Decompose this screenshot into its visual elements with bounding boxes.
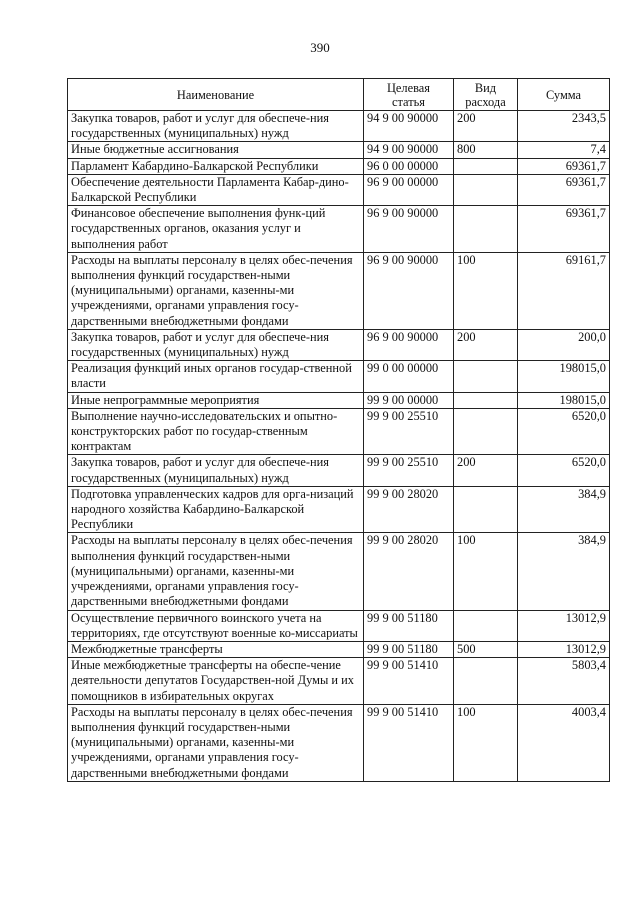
cell-sum: 198015,0 (518, 361, 610, 392)
cell-code: 99 9 00 51180 (364, 641, 454, 657)
cell-code: 99 9 00 51410 (364, 704, 454, 781)
table-body (68, 111, 610, 782)
cell-name: Осуществление первичного воинского учета на территориях, где отсутствуют военные ко-миссариаты (68, 610, 364, 641)
table-row (68, 329, 610, 360)
cell-sum: 4003,4 (518, 704, 610, 781)
cell-type (454, 658, 518, 705)
cell-sum: 7,4 (518, 142, 610, 158)
cell-sum: 384,9 (518, 486, 610, 533)
table-row (68, 455, 610, 486)
table-row (68, 533, 610, 610)
cell-name: Реализация функций иных органов государ-ственной власти (68, 361, 364, 392)
cell-sum: 69361,7 (518, 206, 610, 253)
cell-name: Закупка товаров, работ и услуг для обеспече-ния государственных (муниципальных) нужд (68, 455, 364, 486)
cell-name: Расходы на выплаты персоналу в целях обес-печения выполнения функций государствен-ными (муниципальными) органами, казенны-ми учреждениями, органами управления госу-дарственными внебюджетными фондами (68, 533, 364, 610)
cell-type (454, 392, 518, 408)
header-sum: Сумма (518, 79, 610, 111)
cell-name: Закупка товаров, работ и услуг для обеспече-ния государственных (муниципальных) нужд (68, 329, 364, 360)
cell-name: Иные непрограммные мероприятия (68, 392, 364, 408)
cell-type (454, 610, 518, 641)
table-row (68, 142, 610, 158)
table-row (68, 610, 610, 641)
cell-name: Финансовое обеспечение выполнения функ-ций государственных органов, оказания услуг и выполнения работ (68, 206, 364, 253)
cell-sum: 198015,0 (518, 392, 610, 408)
header-code-line1: Целевая (386, 80, 431, 95)
cell-code: 96 9 00 00000 (364, 174, 454, 205)
cell-sum: 13012,9 (518, 641, 610, 657)
header-code-line2: статья (391, 94, 425, 109)
cell-name: Расходы на выплаты персоналу в целях обес-печения выполнения функций государствен-ными (муниципальными) органами, казенны-ми учреждениями, органами управления госу-дарственными внебюджетными фондами (68, 704, 364, 781)
page-number: 390 (310, 40, 330, 55)
cell-type: 100 (454, 533, 518, 610)
header-type-line1: Вид (474, 80, 497, 95)
cell-sum: 384,9 (518, 533, 610, 610)
cell-type: 100 (454, 252, 518, 329)
budget-table (67, 78, 610, 782)
table-row (68, 361, 610, 392)
cell-sum: 5803,4 (518, 658, 610, 705)
cell-type: 100 (454, 704, 518, 781)
cell-sum: 200,0 (518, 329, 610, 360)
cell-name: Подготовка управленческих кадров для орга-низаций народного хозяйства Кабардино-Балкарской Республики (68, 486, 364, 533)
table-row (68, 111, 610, 142)
table-header (68, 79, 610, 111)
header-type-line2: расхода (465, 94, 506, 109)
cell-code: 99 9 00 00000 (364, 392, 454, 408)
cell-type (454, 361, 518, 392)
cell-name: Иные межбюджетные трансферты на обеспе-чение деятельности депутатов Государствен-ной Думы и их помощников в избирательных округах (68, 658, 364, 705)
header-code (364, 79, 454, 111)
cell-sum: 69361,7 (518, 158, 610, 174)
cell-name: Межбюджетные трансферты (68, 641, 364, 657)
cell-name: Выполнение научно-исследовательских и опытно-конструкторских работ по государ-ственным контрактам (68, 408, 364, 455)
cell-code: 94 9 00 90000 (364, 111, 454, 142)
cell-type: 200 (454, 329, 518, 360)
header-name: Наименование (68, 79, 364, 111)
cell-name: Парламент Кабардино-Балкарской Республики (68, 158, 364, 174)
cell-type (454, 408, 518, 455)
table-row (68, 392, 610, 408)
cell-type (454, 486, 518, 533)
cell-code: 96 0 00 00000 (364, 158, 454, 174)
table-row (68, 486, 610, 533)
cell-sum: 6520,0 (518, 408, 610, 455)
cell-name: Расходы на выплаты персоналу в целях обес-печения выполнения функций государствен-ными (муниципальными) органами, казенны-ми учреждениями, органами управления госу-дарственными внебюджетными фондами (68, 252, 364, 329)
cell-sum: 69361,7 (518, 174, 610, 205)
cell-type (454, 206, 518, 253)
cell-type (454, 158, 518, 174)
cell-code: 99 9 00 28020 (364, 486, 454, 533)
cell-sum: 13012,9 (518, 610, 610, 641)
cell-type: 200 (454, 455, 518, 486)
table-row (68, 174, 610, 205)
cell-name: Иные бюджетные ассигнования (68, 142, 364, 158)
table-row (68, 641, 610, 657)
cell-type (454, 174, 518, 205)
table-row (68, 704, 610, 781)
cell-code: 96 9 00 90000 (364, 252, 454, 329)
table-row (68, 158, 610, 174)
cell-code: 96 9 00 90000 (364, 206, 454, 253)
cell-code: 99 0 00 00000 (364, 361, 454, 392)
cell-type: 800 (454, 142, 518, 158)
cell-code: 99 9 00 25510 (364, 455, 454, 486)
table-row (68, 658, 610, 705)
table-row (68, 252, 610, 329)
table-row (68, 206, 610, 253)
cell-sum: 2343,5 (518, 111, 610, 142)
cell-name: Закупка товаров, работ и услуг для обеспече-ния государственных (муниципальных) нужд (68, 111, 364, 142)
cell-name: Обеспечение деятельности Парламента Кабар-дино-Балкарской Республики (68, 174, 364, 205)
cell-code: 94 9 00 90000 (364, 142, 454, 158)
cell-code: 99 9 00 51410 (364, 658, 454, 705)
header-type (454, 79, 518, 111)
cell-code: 99 9 00 28020 (364, 533, 454, 610)
cell-code: 96 9 00 90000 (364, 329, 454, 360)
cell-type: 500 (454, 641, 518, 657)
cell-code: 99 9 00 25510 (364, 408, 454, 455)
cell-type: 200 (454, 111, 518, 142)
cell-sum: 69161,7 (518, 252, 610, 329)
cell-code: 99 9 00 51180 (364, 610, 454, 641)
table-row (68, 408, 610, 455)
cell-sum: 6520,0 (518, 455, 610, 486)
